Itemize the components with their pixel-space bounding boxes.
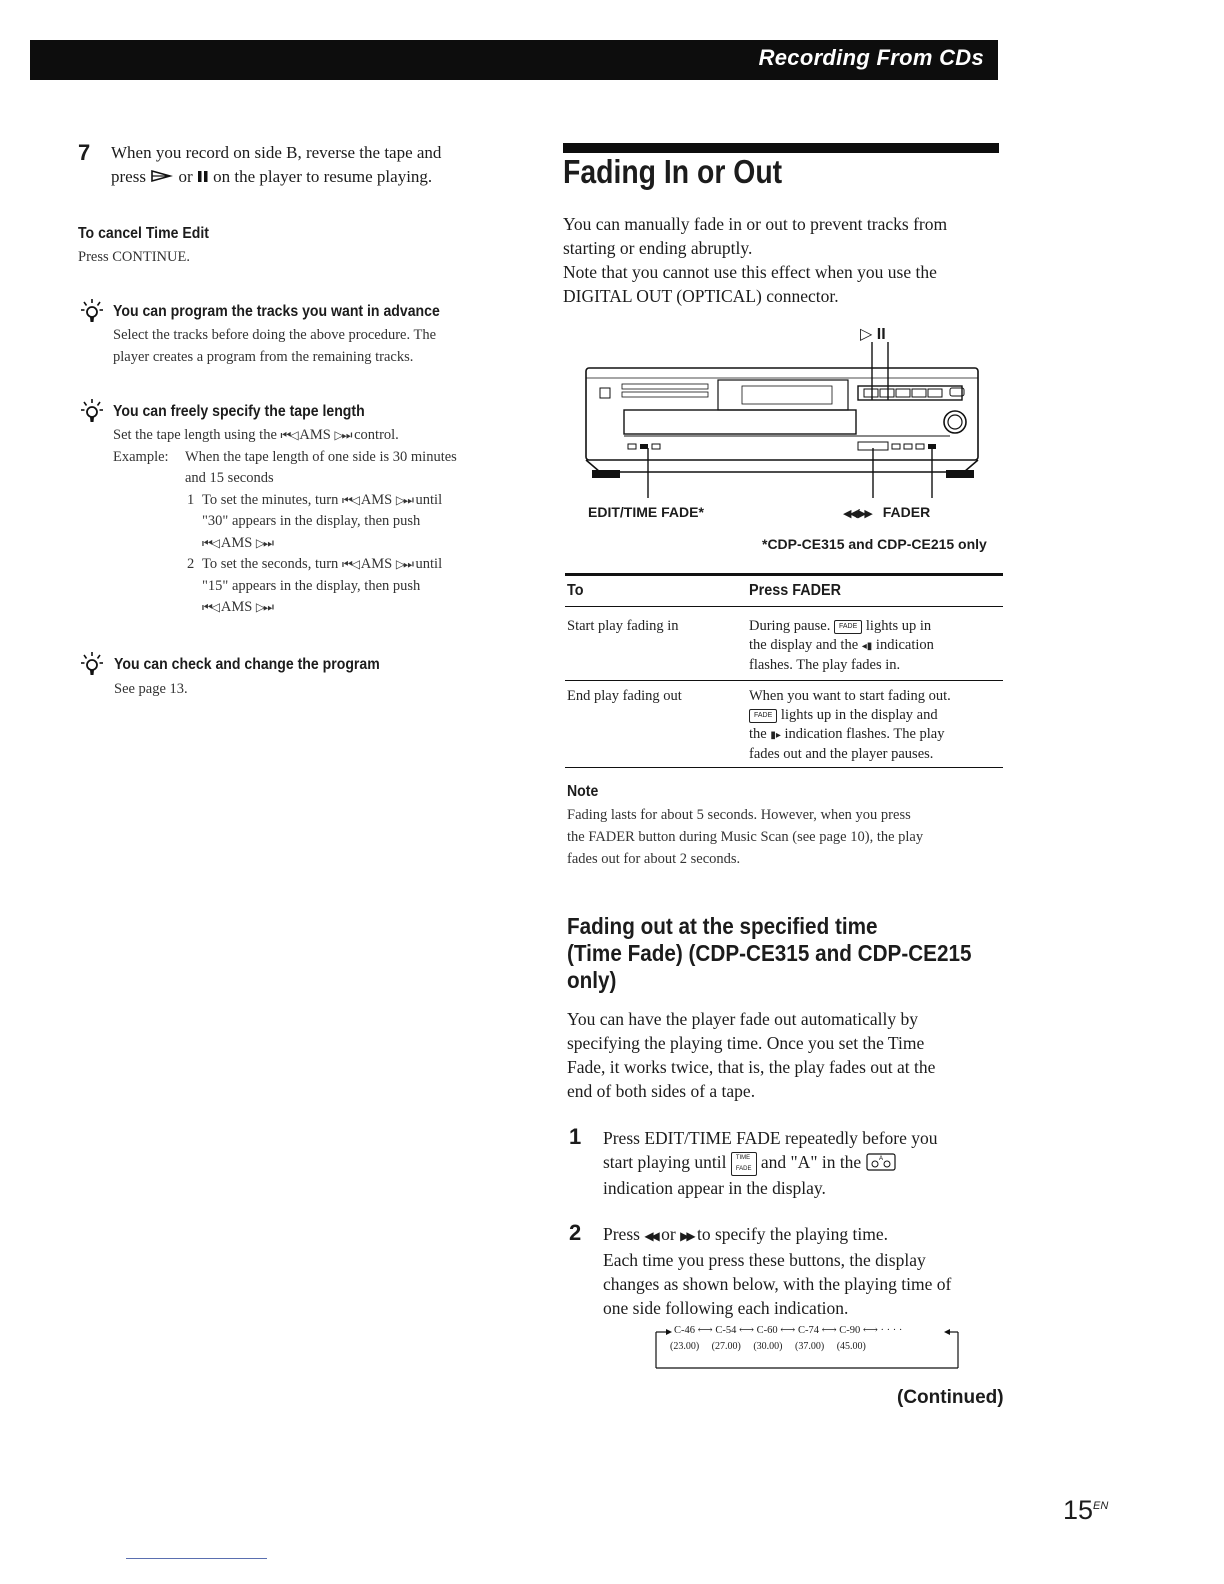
play-pause-label: ▷ II — [860, 326, 886, 343]
fade-indicator-icon: FADE — [834, 620, 862, 634]
bidirectional-arrow-icon: ⟷ — [780, 1325, 796, 1336]
bidirectional-arrow-icon: ⟷ — [738, 1325, 754, 1336]
ams-next-icon: ▷⏭ — [395, 492, 412, 507]
header-banner — [30, 40, 998, 80]
page-title: Fading In or Out — [563, 153, 783, 190]
fade-out-indicator-icon: ▮▸ — [770, 730, 781, 741]
step-line: When you record on side B, reverse the tape and — [111, 143, 442, 162]
sequence-codes: C-46 ⟷ C-54 ⟷ C-60 ⟷ C-74 ⟷ C-90 ⟷ · · · · — [674, 1325, 903, 1336]
table-rule — [565, 606, 1003, 607]
intro-paragraph: You can manually fade in or out to prevent tracks from starting or ending abruptly. Note that you cannot use this effect when you use the DIGITAL OUT (OPTICAL) connector. — [563, 214, 948, 306]
tip-heading: You can program the tracks you want in advance — [113, 303, 440, 320]
table-rule — [565, 680, 1003, 681]
ams-next-icon: ▷⏭ — [255, 600, 272, 614]
table-cell: End play fading out — [567, 688, 682, 704]
table-cell: Start play fading in — [567, 618, 679, 634]
ams-next-icon: ▷⏭ — [334, 428, 351, 442]
column-header: Press FADER — [749, 582, 842, 599]
lightbulb-icon — [78, 398, 106, 426]
step-number: 1 — [569, 1124, 582, 1149]
ams-next-icon: ▷⏭ — [255, 535, 272, 550]
note-text: Fading lasts for about 5 seconds. However, when you press the FADER button during Music Scan (see page 10), the play fades out for about 2 seconds. — [567, 807, 924, 867]
tip-text: Select the tracks before doing the above procedure. The player creates a program from the remaining tracks. — [113, 327, 437, 365]
section-rule — [563, 143, 999, 153]
cancel-text: Press CONTINUE. — [78, 249, 190, 265]
section-intro: You can have the player fade out automatically by specifying the playing time. Once you set the Time Fade, it works twice, that is, the play fades out at the end of both sides of a tape. — [567, 1009, 936, 1101]
step-number: 7 — [78, 140, 91, 165]
step-text: Press ◀◀ or ▶▶ to specify the playing time. Each time you press these buttons, the display changes as shown below, with the playing time of one side following each indication. — [603, 1224, 952, 1318]
lightbulb-icon — [78, 651, 106, 679]
tip-text: Set the tape length using the ⏮◁ AMS ▷⏭ control. Example: When the tape length of one side is 30 minutes and 15 seconds 1 To set the minutes, turn ⏮◁ AMS ▷⏭ until "30" appears in the display, then push ⏮◁ AMS ▷⏭ 2 To set the seconds, turn ⏮◁ AMS ▷⏭ until "15" appears in the display, then push ⏮◁ AMS ▷⏭ — [113, 427, 457, 615]
fade-indicator-icon: FADE — [749, 709, 777, 723]
page-number: $15^{EN}$ — [1063, 1495, 1109, 1525]
play-icon — [150, 169, 174, 183]
continued-label: (Continued) — [897, 1387, 1004, 1408]
ams-prev-icon: ⏮◁ — [341, 492, 358, 507]
ams-next-icon: ▷⏭ — [395, 557, 412, 571]
section-title: Recording From CDs — [758, 45, 984, 70]
section-heading: Fading out at the specified time (Time Fade) (CDP-CE315 and CDP-CE215 only) — [567, 913, 972, 993]
fast-forward-icon: ▶▶ — [680, 1229, 693, 1243]
tape-side-indicator-icon — [866, 1153, 896, 1171]
table-rule — [565, 767, 1003, 768]
step-line: press or on the player to resume playing. — [111, 167, 433, 186]
note-heading: Note — [567, 783, 599, 800]
edit-time-fade-label: EDIT/TIME FADE* — [588, 504, 704, 520]
ams-prev-icon: ⏮◁ — [202, 600, 219, 614]
lightbulb-icon — [78, 298, 106, 326]
table-cell: During pause. FADE lights up in the display and the ◂▮ indication flashes. The play fades in. — [749, 618, 934, 673]
sequence-times: (23.00) (27.00) (30.00) (37.00) (45.00) — [670, 1341, 866, 1352]
column-header: To — [567, 582, 584, 599]
tape-length-sequence — [654, 1322, 960, 1370]
ams-prev-icon: ⏮◁ — [280, 428, 297, 442]
bidirectional-arrow-icon: ⟷ — [821, 1325, 837, 1336]
ams-prev-icon: ⏮◁ — [202, 535, 219, 550]
bidirectional-arrow-icon: ⟷ — [697, 1325, 713, 1336]
skip-fader-label: ◀◀/▶▶ FADER — [843, 504, 931, 520]
tip-heading: You can check and change the program — [114, 656, 380, 673]
bidirectional-arrow-icon: ⟷ · · · · — [862, 1325, 903, 1336]
table-rule — [565, 573, 1003, 576]
model-footnote: *CDP-CE315 and CDP-CE215 only — [762, 536, 987, 552]
tip-heading: You can freely specify the tape length — [113, 403, 365, 420]
svg-text:A: A — [878, 1156, 883, 1162]
table-cell: When you want to start fading out. FADE lights up in the display and the ▮▸ indication flashes. The play fades out and the player pauses. — [749, 688, 951, 762]
pause-icon — [197, 169, 209, 183]
fade-in-indicator-icon: ◂▮ — [861, 641, 873, 652]
ams-prev-icon: ⏮◁ — [341, 557, 358, 571]
cancel-heading: To cancel Time Edit — [78, 225, 209, 242]
step-number: 2 — [569, 1220, 582, 1245]
step-text — [111, 141, 531, 189]
tip-text: See page 13. — [114, 681, 188, 697]
rewind-icon: ◀◀ — [644, 1229, 657, 1243]
time-fade-indicator-icon: TIME FADE — [731, 1152, 757, 1176]
cd-player-illustration — [580, 340, 985, 500]
footer-rule — [126, 1558, 267, 1559]
step-text: Press EDIT/TIME FADE repeatedly before you start playing until TIME FADE and "A" in the A indication appear in the display. — [603, 1128, 938, 1198]
